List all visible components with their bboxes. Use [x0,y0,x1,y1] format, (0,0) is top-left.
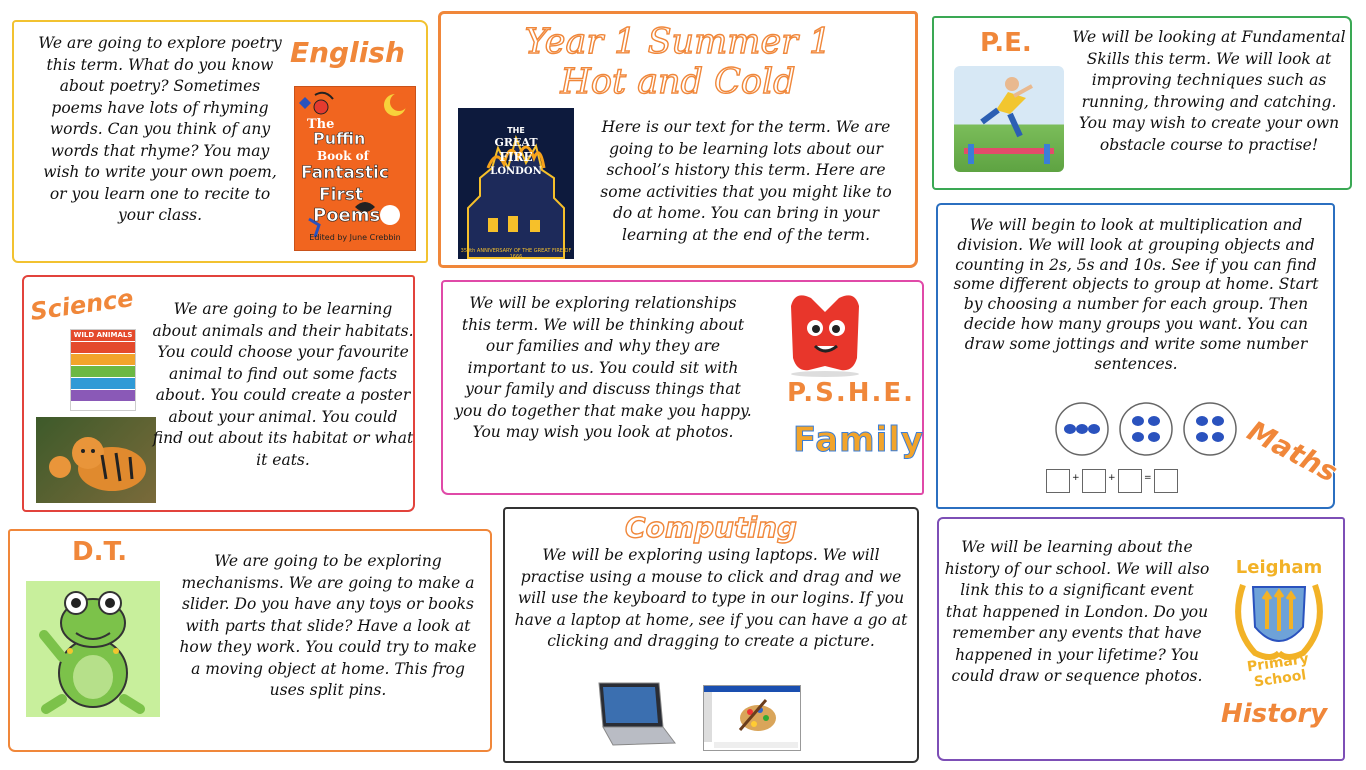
plus-sign: + [1108,473,1116,483]
book-title-puffin: Puffin [313,129,366,148]
history-heading: History [1221,699,1328,729]
science-text: We are going to be learning about animals and their habitats. You could choose your favourite animal to find out some facts about. You could create a poster about your animal. You could find out about its habitat or what it eats. [152,300,414,469]
english-text: We are going to explore poetry this term. What do you know about poetry? Sometimes poems have lots of rhyming words. Can you think of any words that rhyme? You may wish to write your own poem, or you learn one to recite to your class. [38,34,282,224]
page-title-line2: Hot and Cold [560,62,796,102]
number-sentence-boxes [1046,469,1186,495]
red-mascot-icon [777,288,873,378]
maths-text: We will begin to look at multiplication and division. We will look at grouping objects and counting in 2s, 5s and 10s. See if you can find some different objects to group at home. Start by choosing a number for each group. Then decide how many groups you want. You can draw some jottings and write some number sentences. [953,216,1319,373]
puffin-poetry-book-cover [294,86,416,251]
book-title-first: First [319,185,364,205]
pe-panel [932,16,1352,190]
grouping-circles-diagram [1054,401,1238,457]
book-title-the: The [307,117,335,132]
history-panel [937,517,1345,761]
book-editor: Edited by June Crebbin [309,233,401,242]
book-title-fantastic: Fantastic [301,163,389,183]
frog-icon [26,581,160,717]
book-title-poems: Poems [313,205,381,226]
sweets-in-groups-icon [1054,401,1238,457]
poster-row [71,342,135,353]
pe-text: We will be looking at Fundamental Skills this term. We will look at improving techniques such as running, throwing and catching. You may wish to create your own obstacle course to practise! [1072,28,1346,154]
poster-row [71,366,135,377]
pe-heading: P.E. [980,28,1032,58]
wild-animals-poster [70,329,136,411]
school-name-line2: Primary School [1246,650,1310,691]
fire-book-great: GREAT [494,136,538,149]
pe-child-jumping-photo [954,66,1064,172]
school-name-line1: Leigham [1235,557,1323,578]
equals-sign: = [1144,473,1152,483]
family-word-image: Family [793,420,925,460]
dt-text: We are going to be exploring mechanisms. We are going to make a slider. Do you have any toys or books with parts that slide? Have a look at how they work. You could try to make a moving object at home. This frog uses split pins. [179,552,477,699]
answer-box[interactable] [1154,469,1178,493]
dt-panel [8,529,492,752]
answer-box[interactable] [1082,469,1106,493]
computing-heading: Computing [625,511,797,544]
maths-panel [936,203,1343,509]
child-jumping-icon [954,66,1064,172]
intro-panel [438,11,918,268]
red-mascot-image [777,288,873,378]
paint-program-screenshot [703,685,801,751]
history-text: We will be learning about the history of our school. We will also link this to a significant event that happened in London. Do you remember any events that have happened in your lifetime? You could draw or sequence photos. [944,538,1210,685]
palette-icon [704,686,800,750]
leigham-school-logo [1223,547,1335,691]
plus-sign: + [1072,473,1080,483]
frog-slider-image [26,581,160,717]
fire-book-london: LONDON [490,166,542,177]
laptop-icon [591,679,677,751]
dt-heading: D.T. [72,537,128,567]
science-panel [22,275,415,512]
maths-heading: Maths [1241,414,1343,489]
tiger-icon [36,417,156,503]
great-fire-of-london-book-cover [458,108,574,259]
poster-row [71,390,135,401]
pshe-text: We will be exploring relationships this term. We will be thinking about our families and why they are important to us. You could sit with your family and discuss things that you do together that make you happy. You may wish you look at photos. [454,294,752,441]
pshe-heading: P.S.H.E. [787,378,916,408]
answer-box[interactable] [1118,469,1142,493]
fire-book-fire: FIRE [499,150,533,164]
science-heading: Science [28,283,136,327]
computing-panel [503,507,919,763]
english-heading: English [290,36,405,69]
poster-row [71,354,135,365]
computing-text: We will be exploring using laptops. We will practise using a mouse to click and drag and we will use the keyboard to type in our logins. If you have a laptop at home, see if you can have a go at clicking and dragging to create a picture. [514,546,908,650]
pshe-panel [441,280,924,495]
poster-row [71,378,135,389]
book-title-bookof: Book of [317,149,369,163]
answer-box[interactable] [1046,469,1070,493]
page-title-line1: Year 1 Summer 1 [524,22,832,62]
wild-animals-poster-label: WILD ANIMALS [71,330,135,341]
english-panel [12,20,428,263]
fire-book-the: THE [507,126,525,135]
fire-book-tagline: 350th ANNIVERSARY OF THE GREAT FIRE OF 1666 [460,248,572,260]
laptop-image [591,679,677,751]
tiger-photo [36,417,156,503]
intro-text: Here is our text for the term. We are going to be learning lots about our school’s history this term. Here are some activities that you might like to do at home. You can bring in your learning at the end of the term. [600,118,892,244]
